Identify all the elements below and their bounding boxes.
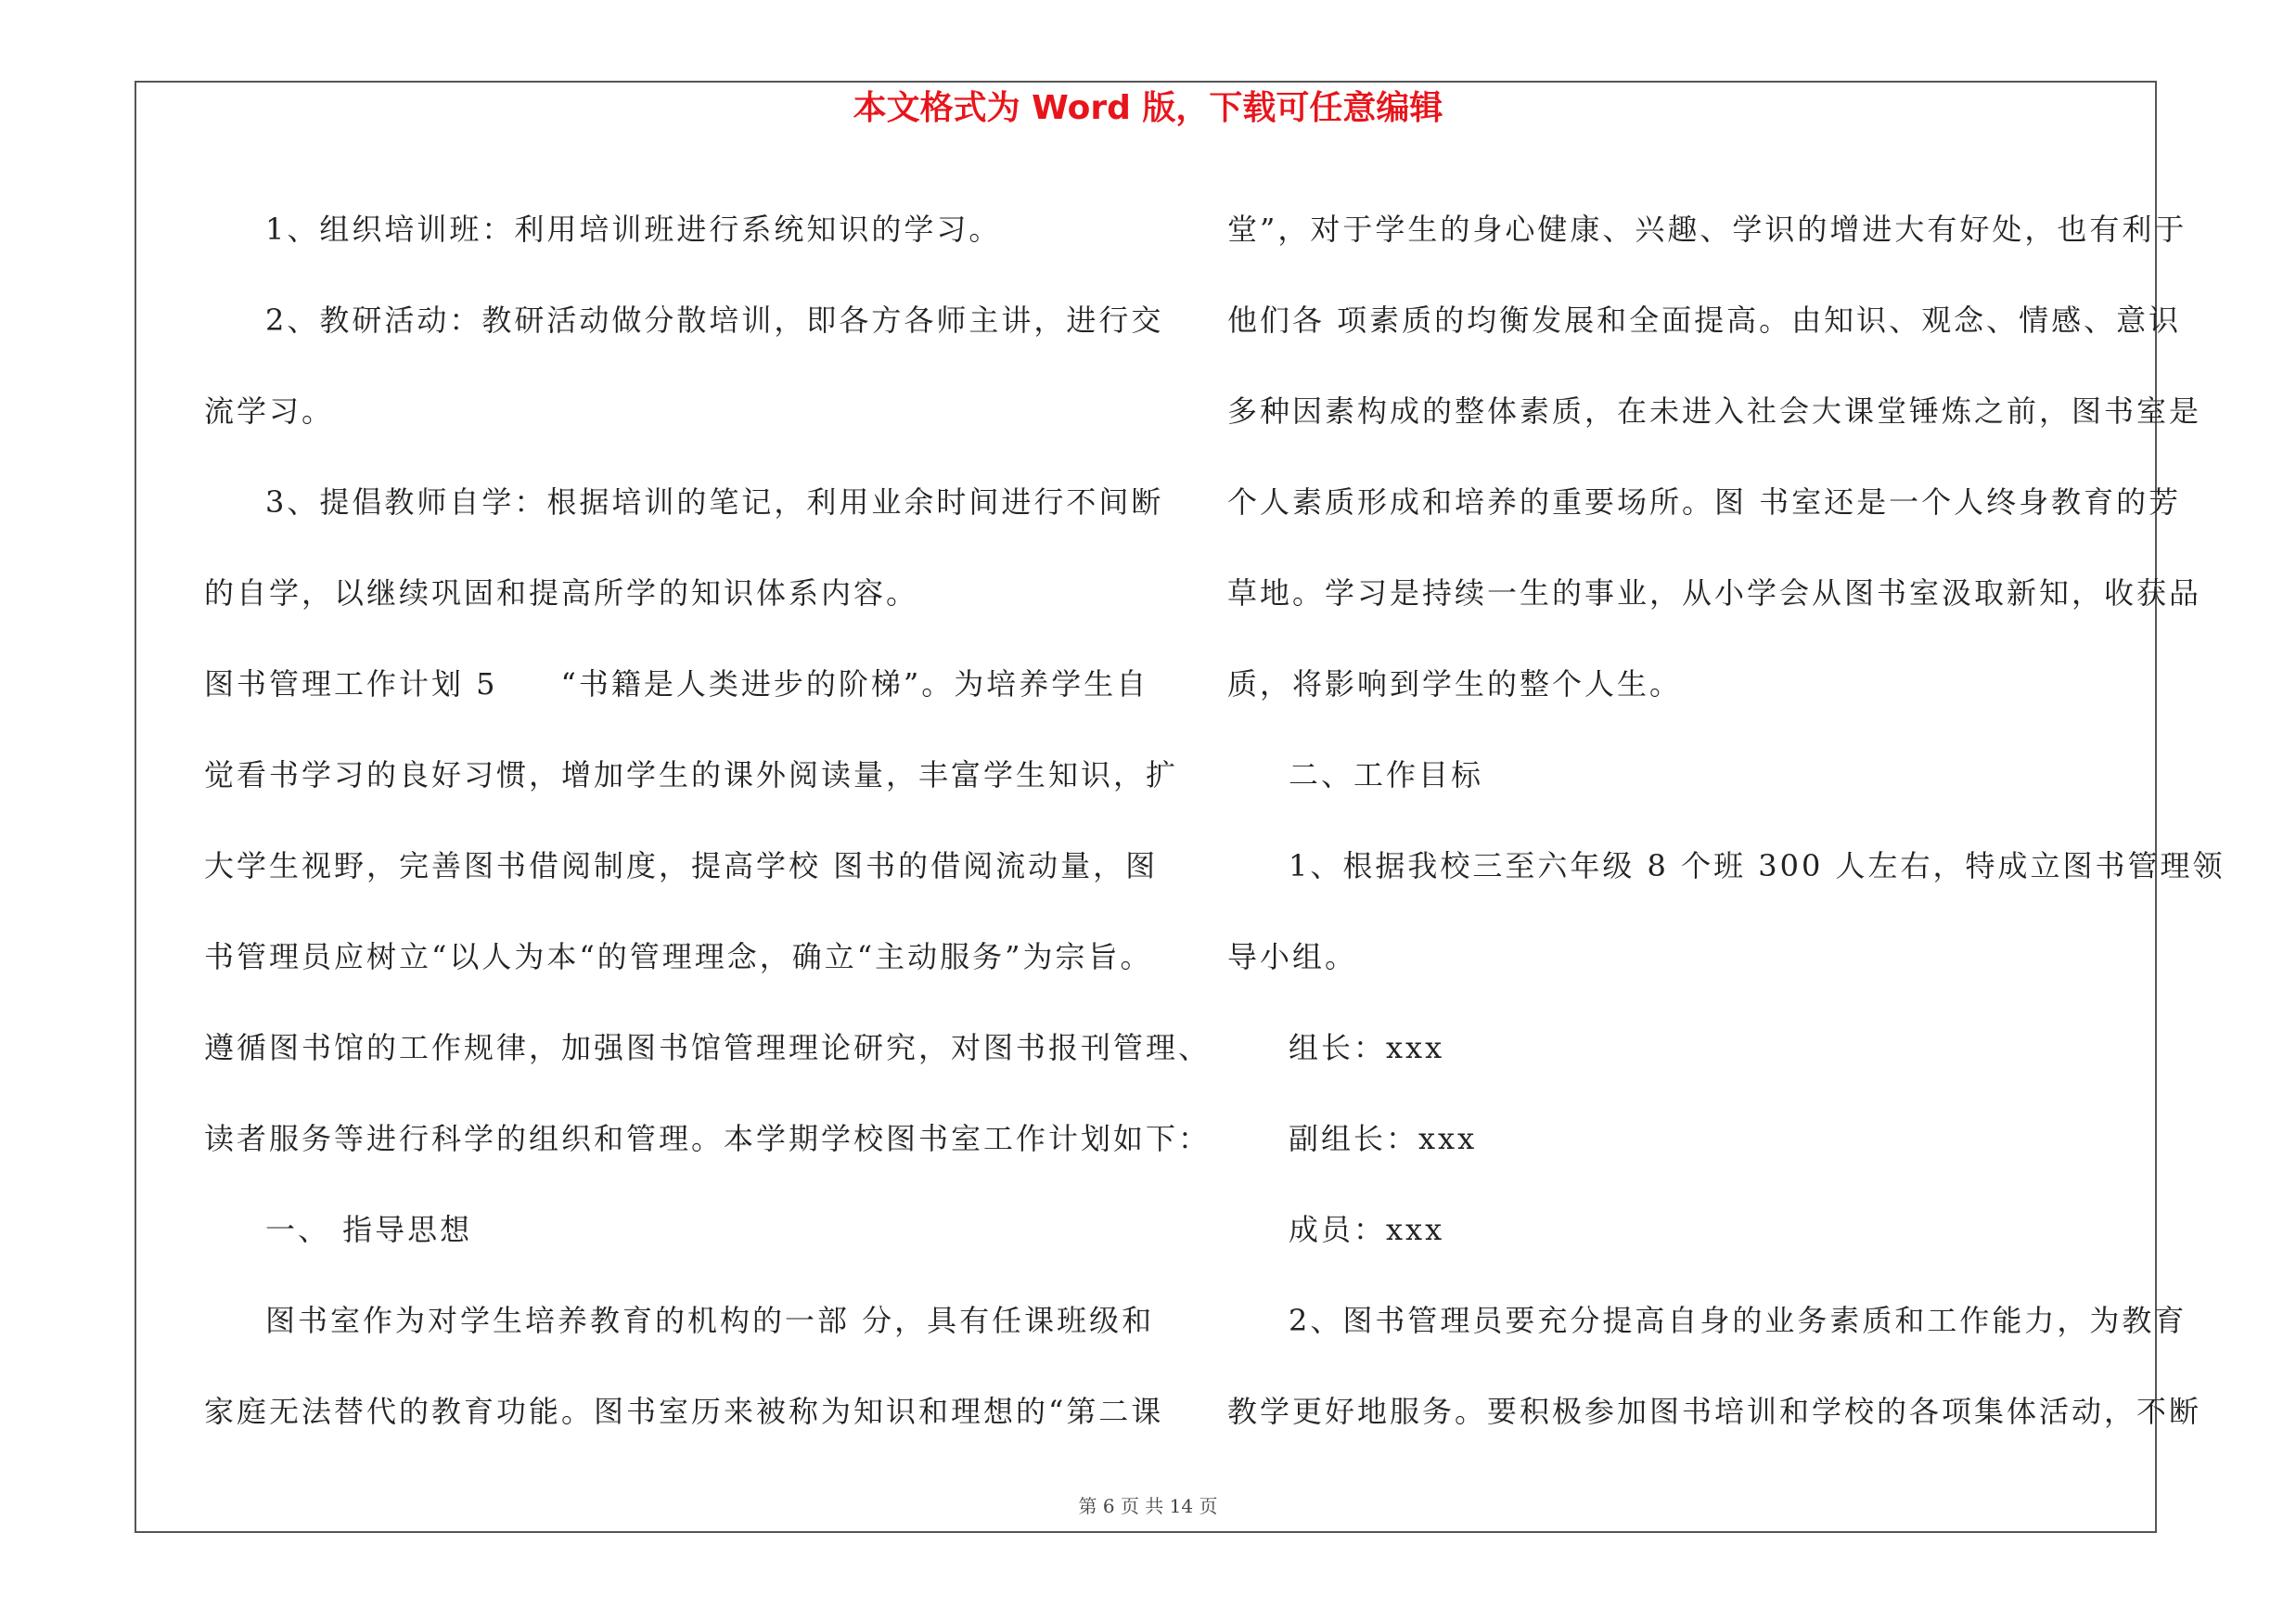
left-text-column <box>204 184 1212 1457</box>
section-title: 图书管理工作计划 5 <box>204 666 498 702</box>
paragraph-line: 导小组。 <box>1227 939 1358 974</box>
paragraph-line: 堂”，对于学生的身心健康、兴趣、学识的增进大有好处，也有利于 <box>1227 212 2187 247</box>
paragraph-line: 书管理员应树立“以人为本“的管理理念，确立“主动服务”为宗旨。 <box>204 939 1153 974</box>
paragraph-line: 大学生视野，完善图书借阅制度，提高学校 图书的借阅流动量，图 <box>204 848 1159 883</box>
paragraph-line: 3、提倡教师自学：根据培训的笔记，利用业余时间进行不间断 <box>265 484 1164 520</box>
section-heading: 一、 指导思想 <box>265 1212 473 1247</box>
paragraph-text: “书籍是人类进步的阶梯”。为培养学生自 <box>560 666 1149 702</box>
page-number: 第 6 页 共 14 页 <box>1078 1495 1218 1517</box>
paragraph-line: 2、教研活动：教研活动做分散培训，即各方各师主讲，进行交 <box>265 303 1164 338</box>
paragraph-line: 他们各 项素质的均衡发展和全面提高。由知识、观念、情感、意识 <box>1227 303 2182 338</box>
paragraph-line: 流学习。 <box>204 393 335 429</box>
paragraph-line: 家庭无法替代的教育功能。图书室历来被称为知识和理想的“第二课 <box>204 1394 1164 1429</box>
paragraph-line: 草地。学习是持续一生的事业，从小学会从图书室汲取新知，收获品 <box>1227 575 2202 611</box>
leader-line: 组长：xxx <box>1289 1030 1445 1065</box>
paragraph-line: 1、根据我校三至六年级 8 个班 300 人左右，特成立图书管理领 <box>1289 848 2225 883</box>
members-line: 成员：xxx <box>1289 1212 1445 1247</box>
paragraph-line: 教学更好地服务。要积极参加图书培训和学校的各项集体活动，不断 <box>1227 1394 2202 1429</box>
paragraph-line: 多种因素构成的整体素质，在未进入社会大课堂锤炼之前，图书室是 <box>1227 393 2202 429</box>
format-banner: 本文格式为 Word 版，下载可任意编辑 <box>853 89 1443 127</box>
deputy-leader-line: 副组长：xxx <box>1289 1121 1478 1156</box>
paragraph-line: 读者服务等进行科学的组织和管理。本学期学校图书室工作计划如下： <box>204 1121 1212 1156</box>
paragraph-line: 遵循图书馆的工作规律，加强图书馆管理理论研究，对图书报刊管理、 <box>204 1030 1212 1065</box>
right-text-column <box>1227 184 2225 1457</box>
section-heading: 二、工作目标 <box>1289 757 1484 792</box>
paragraph-line: 质，将影响到学生的整个人生。 <box>1227 666 1683 702</box>
paragraph-line: 1、组织培训班：利用培训班进行系统知识的学习。 <box>265 212 1002 247</box>
paragraph-line: 2、图书管理员要充分提高自身的业务素质和工作能力，为教育 <box>1289 1303 2187 1338</box>
paragraph-line: 的自学，以继续巩固和提高所学的知识体系内容。 <box>204 575 919 611</box>
paragraph-line: 个人素质形成和培养的重要场所。图 书室还是一个人终身教育的芳 <box>1227 484 2182 520</box>
paragraph-line: 觉看书学习的良好习惯，增加学生的课外阅读量，丰富学生知识，扩 <box>204 757 1179 792</box>
paragraph-line: 图书室作为对学生培养教育的机构的一部 分，具有任课班级和 <box>265 1303 1155 1338</box>
paragraph-line <box>204 638 1149 729</box>
